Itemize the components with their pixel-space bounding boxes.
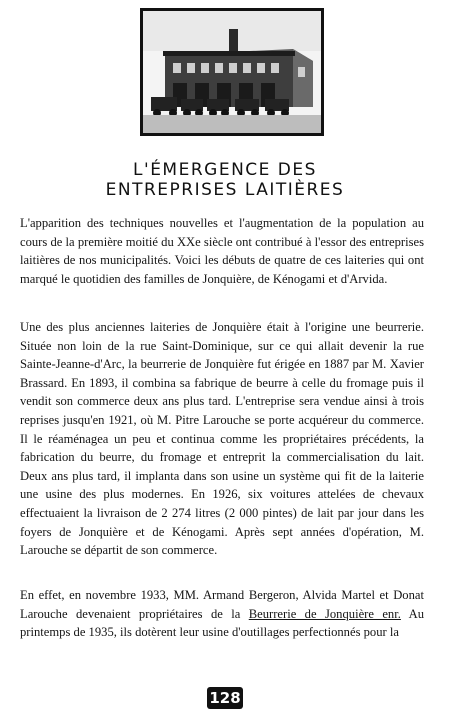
section-title-line-1: L'ÉMERGENCE DES bbox=[133, 160, 317, 180]
page-number: 128 bbox=[207, 687, 243, 709]
history-paragraph: Une des plus anciennes laiteries de Jonquière était à l'origine une beurrerie. Située non loin de la rue Saint-Dominique, sur ce qui allait devenir la rue Sainte-Jeanne-d'Arc, la beurrerie de Jonquière fut érigée en 1887 par M. Xavier Brassard. En 1893, il combina sa fabrique de beurre à celle du fromage puis il vendit son commerce deux ans plus tard. L'entreprise sera vendue ainsi à trois reprises jusqu'en 1921, où M. Pitre Larouche se porte acquéreur du commerce. Il le réaménagea un peu et continua comme les propriétaires précédents, la fabrication du beurre, du fromage et entreprit la commercialisation du lait. Deux ans plus tard, il implanta dans son usine un système qui fit de la laiterie une usine des plus modernes. En 1926, six voitures attelées de chevaux effectuaient la livraison de 2 274 litres (2 000 pintes) de lait par jour dans les foyers de Jonquière et de Kénogami. Après sept années d'opération, M. Larouche se départit de son commerce. bbox=[20, 320, 424, 558]
historical-building-photo bbox=[140, 8, 324, 136]
dairy-building-photo-icon bbox=[143, 11, 321, 133]
intro-paragraph: L'apparition des techniques nouvelles et l'augmentation de la population au cours de la première moitié du XXe siècle ont contribué à l'essor des entreprises laitières de nos municipalités. Voici les débuts de quatre de ces laiteries qui ont marqué le quotidien des familles de Jonquière, de Kénogami et d'Arvida. bbox=[20, 216, 424, 286]
paragraph-text-after: Au printemps de 1935, ils dotèrent leur usine d'outillages perfectionnés pour la bbox=[20, 606, 424, 640]
paragraph-text-before: En effet, en novembre 1933, MM. Armand Bergeron, Alvida Martel et Donat Larouche devenaient propriétaires de la bbox=[20, 588, 424, 621]
continuation-paragraph bbox=[20, 586, 424, 642]
beurrerie-name: Beurrerie de Jonquière enr. bbox=[248, 606, 401, 621]
section-title-line-2: ENTREPRISES LAITIÈRES bbox=[105, 180, 345, 200]
